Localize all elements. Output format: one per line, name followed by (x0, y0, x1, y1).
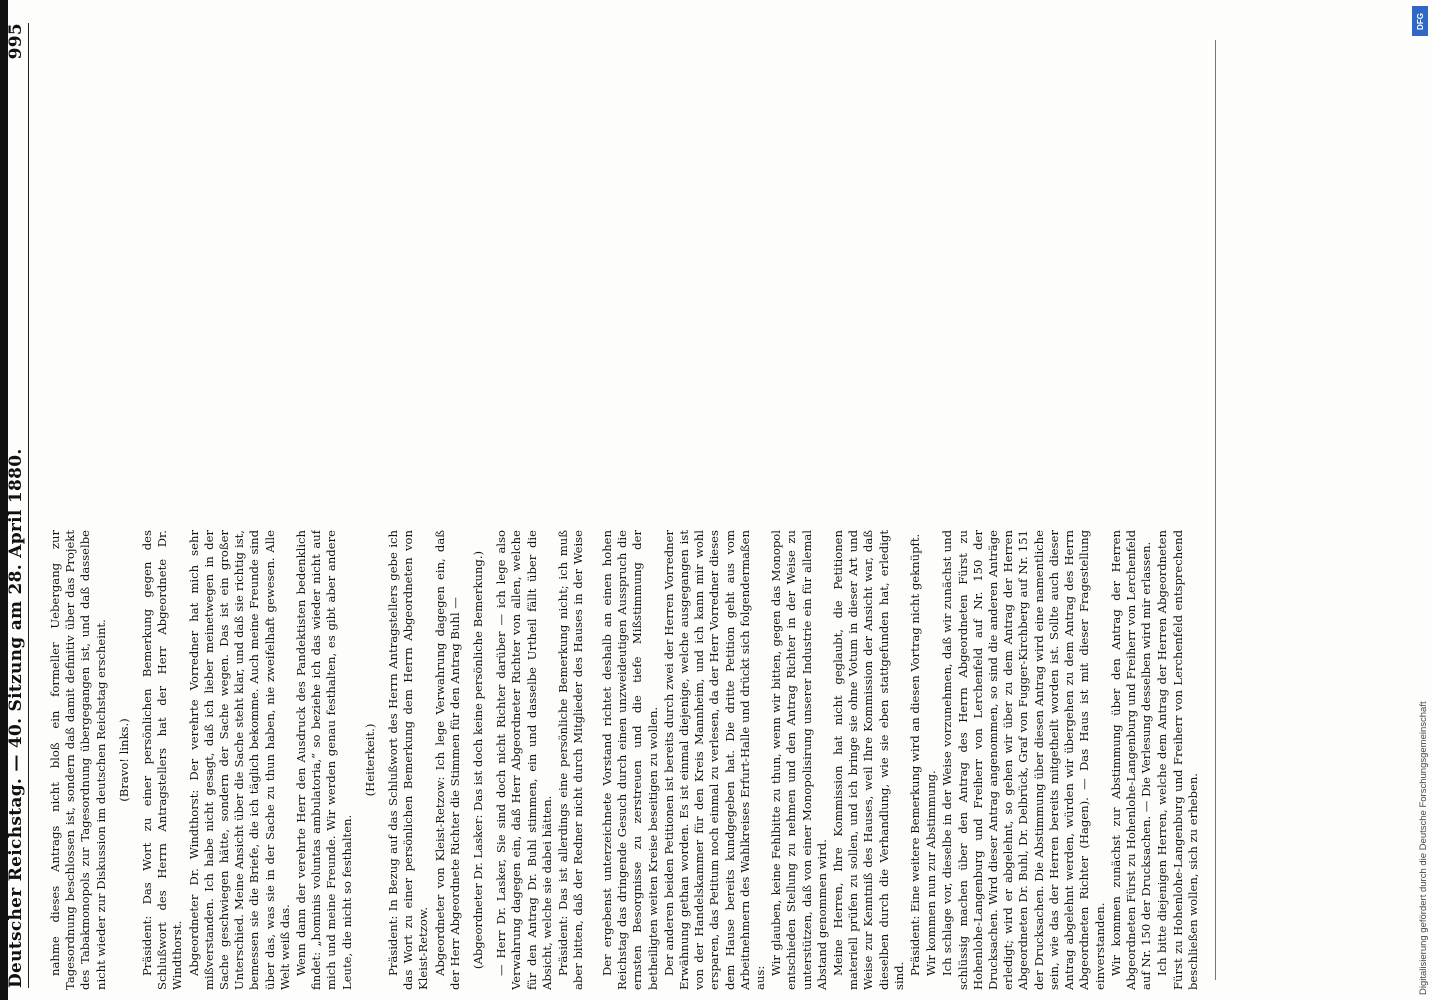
paragraph: Wir kommen nun zur Abstimmung. (924, 770, 939, 976)
paragraph: Abgeordneter Dr. Windthorst: Der verehrte Vorredner hat mich sehr mißverstanden. Ich habe nicht gesagt, daß ich lieber meinetwegen in der Sache geschwiegen hätte, sondern der Sache wegen. Das ist ein großer Unterschied. Meine Ansicht über die Sache steht klar, und daß sie richtig ist, bemessen sie die Briefe, die ich täglich bekomme. Auch meine Freunde sind über das, was sie in der Sache zu thun haben, nie zweifelhaft gewesen. Alle Welt weiß das. (186, 530, 292, 990)
paragraph: nahme dieses Antrags nicht bloß ein formeller Uebergang zur Tagesordnung beschlossen ist, sondern daß damit definitiv über das Projekt des Tabakmonopols zur Tagesordnung übergegangen ist, und daß dasselbe nicht wieder zur Diskussion im deutschen Reichstag erscheint. (48, 530, 108, 990)
paragraph: Ich schlage vor, dieselbe in der Weise vorzunehmen, daß wir zunächst und schlüssig machen über den Antrag des Herrn Abgeordneten Fürst zu Hohenlohe-Langenburg und Freiherr von Lerchenfeld auf Nr. 150 der Drucksachen. Wird dieser Antrag angenommen, so sind die anderen Anträge erledigt; wird er abgelehnt, so gehen wir über zu dem Antrag der Herren Abgeordneten Dr. Buhl, Dr. Delbrück, Graf von Fugger-Kirchberg auf Nr. 151 der Drucksachen. Die Abstimmung über diesen Antrag wird eine namentliche sein, wie das der Herren bereits mitgetheilt worden ist. Sollte auch dieser Antrag abgelehnt werden, würden wir übergehen zu dem Antrag des Herrn Abgeordneten Richter (Hagen). — Das Haus ist mit dieser Fragestellung einverstanden. (940, 530, 1107, 990)
paragraph: Der anderen beiden Petitionen ist bereits durch zwei der Herren Vorredner Erwähnung gethan worden. Es ist einmal diejenige, welche ausgegangen ist von der Handelskammer für den Kreis Mannheim, und ich kann mir wohl ersparen, das Petitum noch einmal zu verlesen, da der Herr Vorredner dieses dem Hause bereits kundgegeben hat. Die dritte Petition geht aus vom Arbeitnehmern des Wahlkreises Erfurt-Halle und drückt sich folgendermaßen aus: (661, 530, 768, 990)
header-title: Deutscher Reichstag. — 40. Sitzung am 28. April 1880. (6, 448, 26, 988)
paragraph: — Herr Dr. Lasker, Sie sind doch nicht Richter darüber — ich lege also Verwahrung dagegen ein, daß Herr Abgeordneter Richter von allen, welche für den Antrag Dr. Buhl stimmen, ein und dasselbe Urtheil fällt über die Absicht, welche sie dabei hätten. (494, 530, 554, 990)
paragraph: Abgeordneter von Kleist-Retzow: Ich lege Verwahrung dagegen ein, daß der Herr Abgeordnete Richter die Stimmen für den Antrag Buhl — (432, 530, 462, 990)
text-column-right-lower (48, 70, 588, 530)
paragraph: Der ergebenst unterzeichnete Vorstand richtet deshalb an einen hohen Reichstag das dringende Gesuch durch einen unzweideutigen Ausspruch die ernsten Besorgnisse zu zerstreuen und die tiefe Mißstimmung der betheiligten weiten Kreise beseitigen zu wollen. (600, 530, 660, 990)
paragraph: (Heiterkeit.) (362, 723, 377, 797)
digitization-note: Digitalisierung gefördert durch die Deutsche Forschungsgemeinschaft (1418, 701, 1429, 995)
paragraph: Präsident: In Bezug auf das Schlußwort des Herrn Antragstellers gebe ich das Wort zu einer persönlichen Bemerkung dem Herrn Abgeordneten von Kleist-Retzow. (386, 530, 431, 990)
paragraph: Wir kommen zunächst zur Abstimmung über den Antrag der Herren Abgeordneten Fürst zu Hohenlohe-Langenburg und Freiherr von Lerchenfeld auf Nr. 150 der Drucksachen. — Die Verlesung desselben wird mir erlassen. (1108, 530, 1154, 990)
paragraph: (Bravo! links.) (116, 718, 131, 802)
text-column-left (48, 530, 588, 990)
dfg-logo-badge: DFG (1412, 6, 1428, 36)
paragraph: Meine Herren, Ihre Kommission hat nicht geglaubt, die Petitionen materiell prüfen zu sollen, und ich bringe sie ohne Votum in dieser Art und Weise zur Kenntniß des Hauses, weil Ihre Kommission der Ansicht war, daß dieselben durch die Verhandlung, wie sie eben stattgefunden hat, erledigt sind. (831, 530, 906, 990)
paragraph: Präsident: Das Wort zu einer persönlichen Bemerkung gegen des Schlußwort des Herrn Antragstellers hat der Herr Abgeordnete Dr. Windthorst. (140, 530, 185, 990)
paragraph: (Abgeordneter Dr. Lasker: Das ist doch keine persönliche Bemerkung.) (471, 550, 486, 970)
paragraph: Ich bitte diejenigen Herren, welche dem Antrag der Herren Abgeordneten Fürst zu Hohenlohe-Langenburg und Freiherr von Lerchenfeld entsprechend beschließen wollen, sich zu erheben. (1155, 530, 1200, 990)
page-number: 995 (6, 23, 26, 60)
paragraph: Präsident: Das ist allerdings eine persönliche Bemerkung nicht; ich muß aber bitten, daß der Redner nicht durch Mitglieder des Hauses in der Weise (556, 530, 586, 990)
paragraph: Wenn dann der verehrte Herr den Ausdruck des Pandektisten bedenklich findet: „hominis voluntas ambulatoria,“ so beziehe ich das wieder nicht auf mich und meine Freunde. Wir werden genau festhalten, es gibt aber andere Leute, die nicht so festhalten. (294, 530, 354, 990)
text-column-right (600, 530, 1200, 990)
column-rule (1215, 40, 1216, 980)
paragraph: Wir glauben, keine Fehlbitte zu thun, wenn wir bitten, gegen das Monopol entschieden Stellung zu nehmen und den Antrag Richter in der Weise zu unterstützen, daß von einer Monopolisirung unserer Industrie ein für allemal Abstand genommen wird. (769, 530, 829, 990)
paragraph: Präsident: Eine weitere Bemerkung wird an diesen Vortrag nicht geknüpft. (908, 533, 923, 976)
page-header (6, 23, 36, 988)
